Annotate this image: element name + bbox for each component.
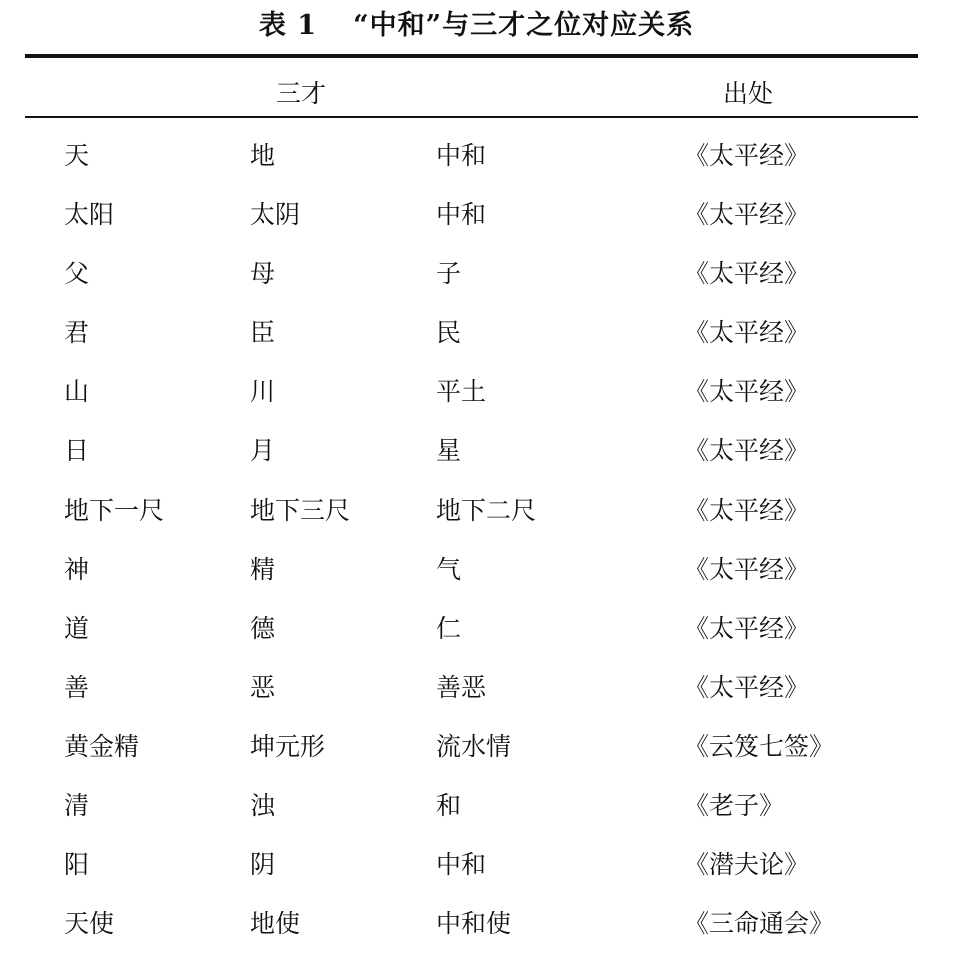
cell-source: 《潜夫论》: [684, 850, 810, 880]
cell-tian: 神: [64, 554, 90, 584]
cell-source: 《太平经》: [684, 259, 810, 289]
table-row: [0, 425, 953, 484]
table-row: [0, 544, 953, 603]
cell-zhonghe: 中和: [436, 850, 487, 880]
cell-zhonghe: 子: [436, 259, 462, 289]
cell-source: 《太平经》: [684, 318, 810, 348]
cell-zhonghe: 民: [436, 318, 462, 348]
cell-di: 太阴: [250, 200, 301, 230]
cell-di: 母: [250, 259, 276, 289]
cell-zhonghe: 善恶: [436, 672, 487, 702]
cell-tian: 君: [64, 318, 90, 348]
cell-tian: 地下一尺: [64, 495, 165, 525]
cell-di: 臣: [250, 318, 276, 348]
cell-di: 坤元形: [250, 731, 326, 761]
table-row: [0, 485, 953, 544]
table-row: [0, 780, 953, 839]
table-row: [0, 366, 953, 425]
cell-tian: 日: [64, 436, 90, 466]
table-body: [0, 130, 953, 957]
cell-di: 地: [250, 141, 276, 170]
cell-source: 《太平经》: [684, 672, 810, 702]
table-row: [0, 130, 953, 189]
cell-di: 月: [250, 436, 276, 466]
cell-zhonghe: 气: [436, 554, 462, 584]
table-header: [0, 74, 953, 114]
header-rule: [25, 116, 918, 118]
cell-tian: 山: [64, 377, 90, 407]
cell-source: 《老子》: [684, 791, 785, 821]
cell-zhonghe: 和: [436, 791, 462, 821]
cell-zhonghe: 中和使: [436, 909, 512, 939]
table-row: [0, 307, 953, 366]
cell-source: 《云笈七签》: [684, 731, 835, 761]
cell-source: 《太平经》: [684, 554, 810, 584]
cell-zhonghe: 地下二尺: [436, 495, 537, 525]
cell-di: 浊: [250, 791, 276, 821]
cell-zhonghe: 平土: [436, 377, 487, 407]
cell-tian: 太阳: [64, 200, 115, 230]
cell-source: 《三命通会》: [684, 909, 835, 939]
cell-zhonghe: 仁: [436, 613, 462, 643]
cell-di: 地使: [250, 909, 301, 939]
header-sancai: 三才: [276, 79, 327, 108]
cell-source: 《太平经》: [684, 200, 810, 230]
table-number: 表 1: [258, 10, 318, 41]
cell-tian: 清: [64, 791, 90, 821]
cell-di: 恶: [250, 672, 276, 702]
cell-zhonghe: 中和: [436, 200, 487, 230]
cell-source: 《太平经》: [684, 436, 810, 466]
cell-tian: 道: [64, 613, 90, 643]
cell-zhonghe: 流水情: [436, 731, 512, 761]
cell-tian: 父: [64, 259, 90, 289]
table-row: [0, 603, 953, 662]
top-rule: [25, 54, 918, 58]
table-row: [0, 189, 953, 248]
cell-source: 《太平经》: [684, 495, 810, 525]
table-row: [0, 248, 953, 307]
table-row: [0, 898, 953, 957]
table-title: “中和”与三才之位对应关系: [353, 10, 695, 41]
table-row: [0, 662, 953, 721]
cell-tian: 黄金精: [64, 731, 140, 761]
cell-source: 《太平经》: [684, 141, 810, 170]
cell-di: 精: [250, 554, 276, 584]
cell-di: 川: [250, 377, 276, 407]
cell-source: 《太平经》: [684, 377, 810, 407]
cell-di: 阴: [250, 850, 276, 880]
table-caption: [0, 6, 953, 46]
cell-zhonghe: 中和: [436, 141, 487, 170]
cell-zhonghe: 星: [436, 436, 462, 466]
cell-tian: 天: [64, 141, 90, 170]
table-row: [0, 839, 953, 898]
cell-tian: 善: [64, 672, 90, 702]
header-source: 出处: [723, 79, 774, 108]
table-row: [0, 721, 953, 780]
cell-tian: 天使: [64, 909, 115, 939]
cell-source: 《太平经》: [684, 613, 810, 643]
cell-tian: 阳: [64, 850, 90, 880]
cell-di: 地下三尺: [250, 495, 351, 525]
cell-di: 德: [250, 613, 276, 643]
